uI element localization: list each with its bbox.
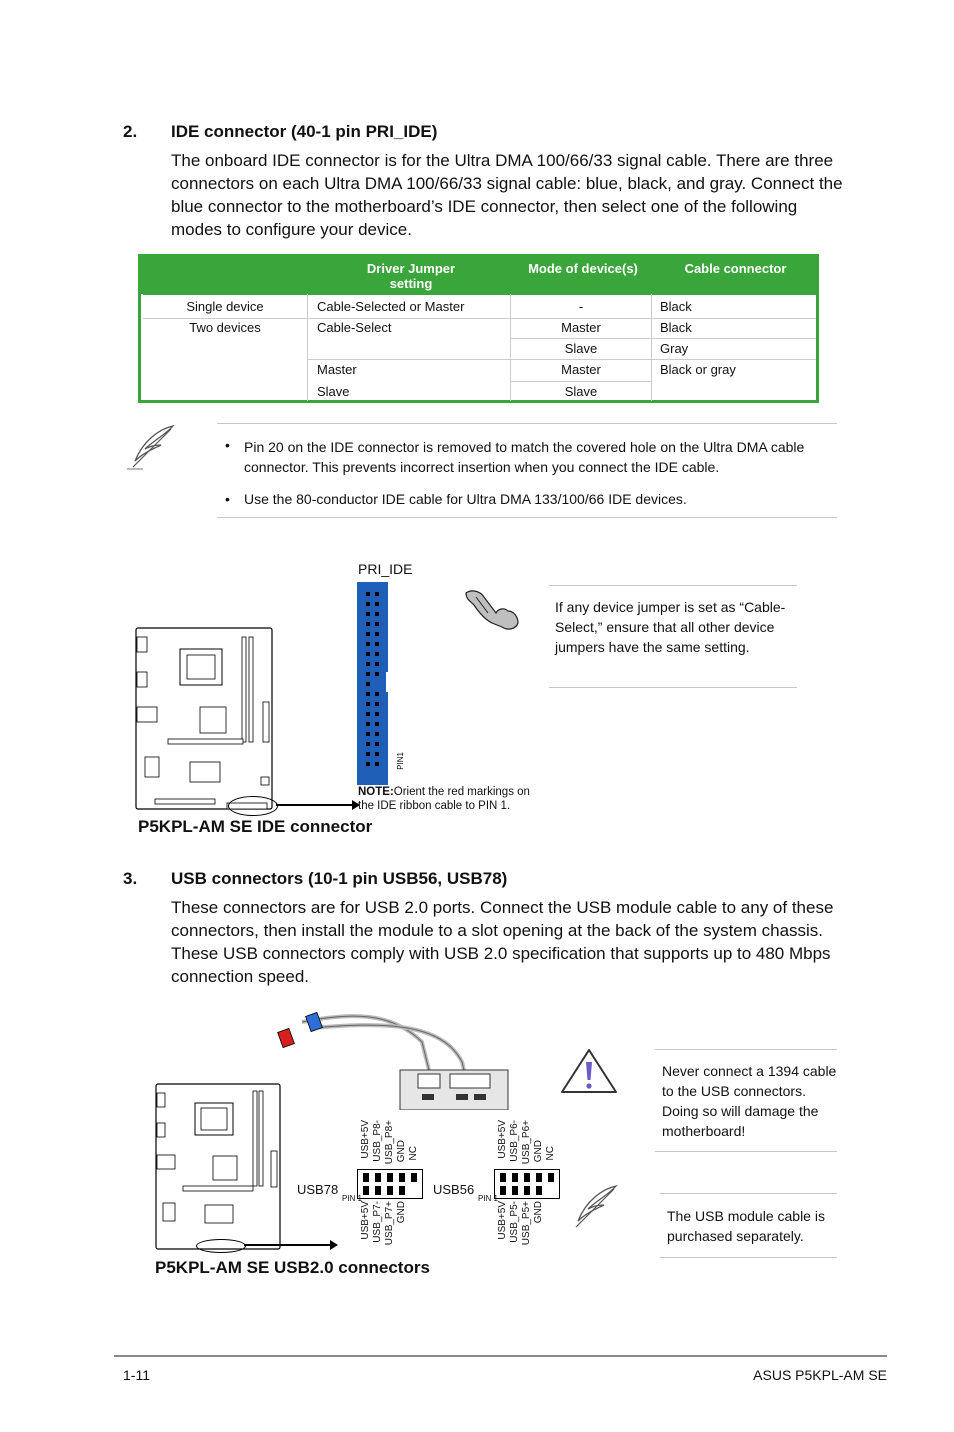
pin-label: GND <box>396 1140 407 1163</box>
cable-select-tip: If any device jumper is set as “Cable-Select,” ensure that all other device jumpers have the same setting. <box>555 599 786 655</box>
pointer-arrow-icon <box>330 1240 338 1250</box>
page-number: 1-11 <box>123 1367 150 1383</box>
note-text: Orient the red markings on the IDE ribbon cable to PIN 1. <box>358 786 530 812</box>
header-mode: Mode of device(s) <box>528 261 638 276</box>
row-label-two: Two devices <box>189 320 261 335</box>
usb56-header <box>494 1169 560 1199</box>
ide-highlight-ellipse <box>228 796 278 816</box>
cell-cable: Black or gray <box>660 362 736 377</box>
header-jumper: Driver Jumper setting <box>366 261 456 291</box>
pin-label: USB_P6- <box>509 1120 520 1162</box>
cell-jumper: Cable-Select <box>317 320 392 335</box>
cell-cable: Gray <box>660 341 689 356</box>
section-heading: IDE connector (40-1 pin PRI_IDE) <box>171 122 438 141</box>
section-number: 2. <box>123 122 138 141</box>
pin-label: USB_P5+ <box>521 1201 532 1246</box>
pin-label: NC <box>545 1146 556 1161</box>
note-label: NOTE: <box>358 786 394 798</box>
usb78-label: USB78 <box>297 1182 339 1197</box>
pin-label: GND <box>533 1140 544 1163</box>
pin-label: NC <box>408 1146 419 1161</box>
feather-note-icon <box>568 1183 620 1231</box>
pin-label: USB_P7+ <box>384 1201 395 1246</box>
pin1-label: PIN1 <box>396 752 405 770</box>
pin-label: USB+5V <box>497 1120 508 1159</box>
pin1-label: PIN 1 <box>478 1194 499 1203</box>
cell-jumper: Cable-Selected or Master <box>317 299 465 314</box>
note-bullet-1: Pin 20 on the IDE connector is removed to match the covered hole on the Ultra DMA cable connector. This prevents incorrect insertion when you connect the IDE cable. <box>244 439 805 475</box>
warning-triangle-icon <box>560 1048 618 1094</box>
hand-tip-icon <box>462 583 524 633</box>
usb-cable-note: The USB module cable is purchased separately. <box>667 1208 825 1244</box>
note-bullet-2: Use the 80-conductor IDE cable for Ultra DMA 133/100/66 IDE devices. <box>244 491 687 507</box>
product-name: ASUS P5KPL-AM SE <box>753 1367 887 1383</box>
pin-label: USB_P8- <box>372 1120 383 1162</box>
footer-rule <box>114 1355 887 1357</box>
ide-connector <box>357 582 388 785</box>
pin1-label: PIN 1 <box>342 1194 363 1203</box>
cell-mode: - <box>578 299 584 314</box>
header-cable: Cable connector <box>684 261 787 276</box>
cell-mode: Master <box>561 362 601 377</box>
motherboard-outline <box>155 1083 281 1250</box>
ide-mode-table <box>138 254 819 403</box>
cell-jumper: Master <box>317 362 357 377</box>
cell-cable: Black <box>660 320 692 335</box>
pin-label: GND <box>396 1201 407 1224</box>
note-box <box>660 1193 837 1258</box>
pin-label: USB+5V <box>360 1120 371 1159</box>
pin-label: USB_P8+ <box>384 1120 395 1165</box>
motherboard-outline <box>135 627 273 810</box>
pointer-line <box>276 804 358 806</box>
section-paragraph: These connectors are for USB 2.0 ports. Connect the USB module cable to any of these connectors, then install the module to a slot opening at the back of the system chassis. These USB connectors comply with USB 2.0 specification that supports up to 480 Mbps connection speed. <box>171 898 834 986</box>
pin-label: USB+5V <box>360 1201 371 1240</box>
usb-diagram-caption: P5KPL-AM SE USB2.0 connectors <box>155 1258 430 1277</box>
pin-label: USB_P5- <box>509 1201 520 1243</box>
pin-label: GND <box>533 1201 544 1224</box>
cell-mode: Master <box>561 320 601 335</box>
usb-highlight-ellipse <box>196 1239 246 1253</box>
cell-mode: Slave <box>564 384 598 399</box>
section-heading: USB connectors (10-1 pin USB56, USB78) <box>171 869 508 888</box>
ide-orientation-note <box>358 785 548 813</box>
warning-box <box>655 1049 837 1152</box>
cell-jumper: Slave <box>317 384 350 399</box>
usb-module-cable <box>272 1002 532 1110</box>
ide-connector-label: PRI_IDE <box>358 561 413 577</box>
feather-note-icon <box>123 423 179 473</box>
pin-label: USB_P7- <box>372 1201 383 1243</box>
usb56-label: USB56 <box>433 1182 475 1197</box>
usb78-header <box>357 1169 423 1199</box>
pin-label: USB+5V <box>497 1201 508 1240</box>
section-paragraph: The onboard IDE connector is for the Ultra DMA 100/66/33 signal cable. There are three connectors on each Ultra DMA 100/66/33 signal cable: blue, black, and gray. Connect the blue connector to the motherboard’s IDE connector, then select one of the following modes to configure your device. <box>171 151 843 239</box>
usb-1394-warning: Never connect a 1394 cable to the USB connectors. Doing so will damage the motherboard! <box>662 1063 837 1139</box>
ide-diagram-caption: P5KPL-AM SE IDE connector <box>138 817 373 836</box>
cell-cable: Black <box>660 299 692 314</box>
section-number: 3. <box>123 869 138 888</box>
tip-box <box>549 585 797 688</box>
note-box: • Pin 20 on the IDE connector is removed to match the covered hole on the Ultra DMA cable connector. This prevents incorrect insertion when you connect the IDE cable. • Use the 80-conductor IDE cable for Ultra DMA 133/100/66 IDE devices. <box>217 423 837 518</box>
pin-label: USB_P6+ <box>521 1120 532 1165</box>
cell-mode: Slave <box>564 341 598 356</box>
pointer-line <box>244 1244 332 1246</box>
row-label-single: Single device <box>186 299 264 314</box>
